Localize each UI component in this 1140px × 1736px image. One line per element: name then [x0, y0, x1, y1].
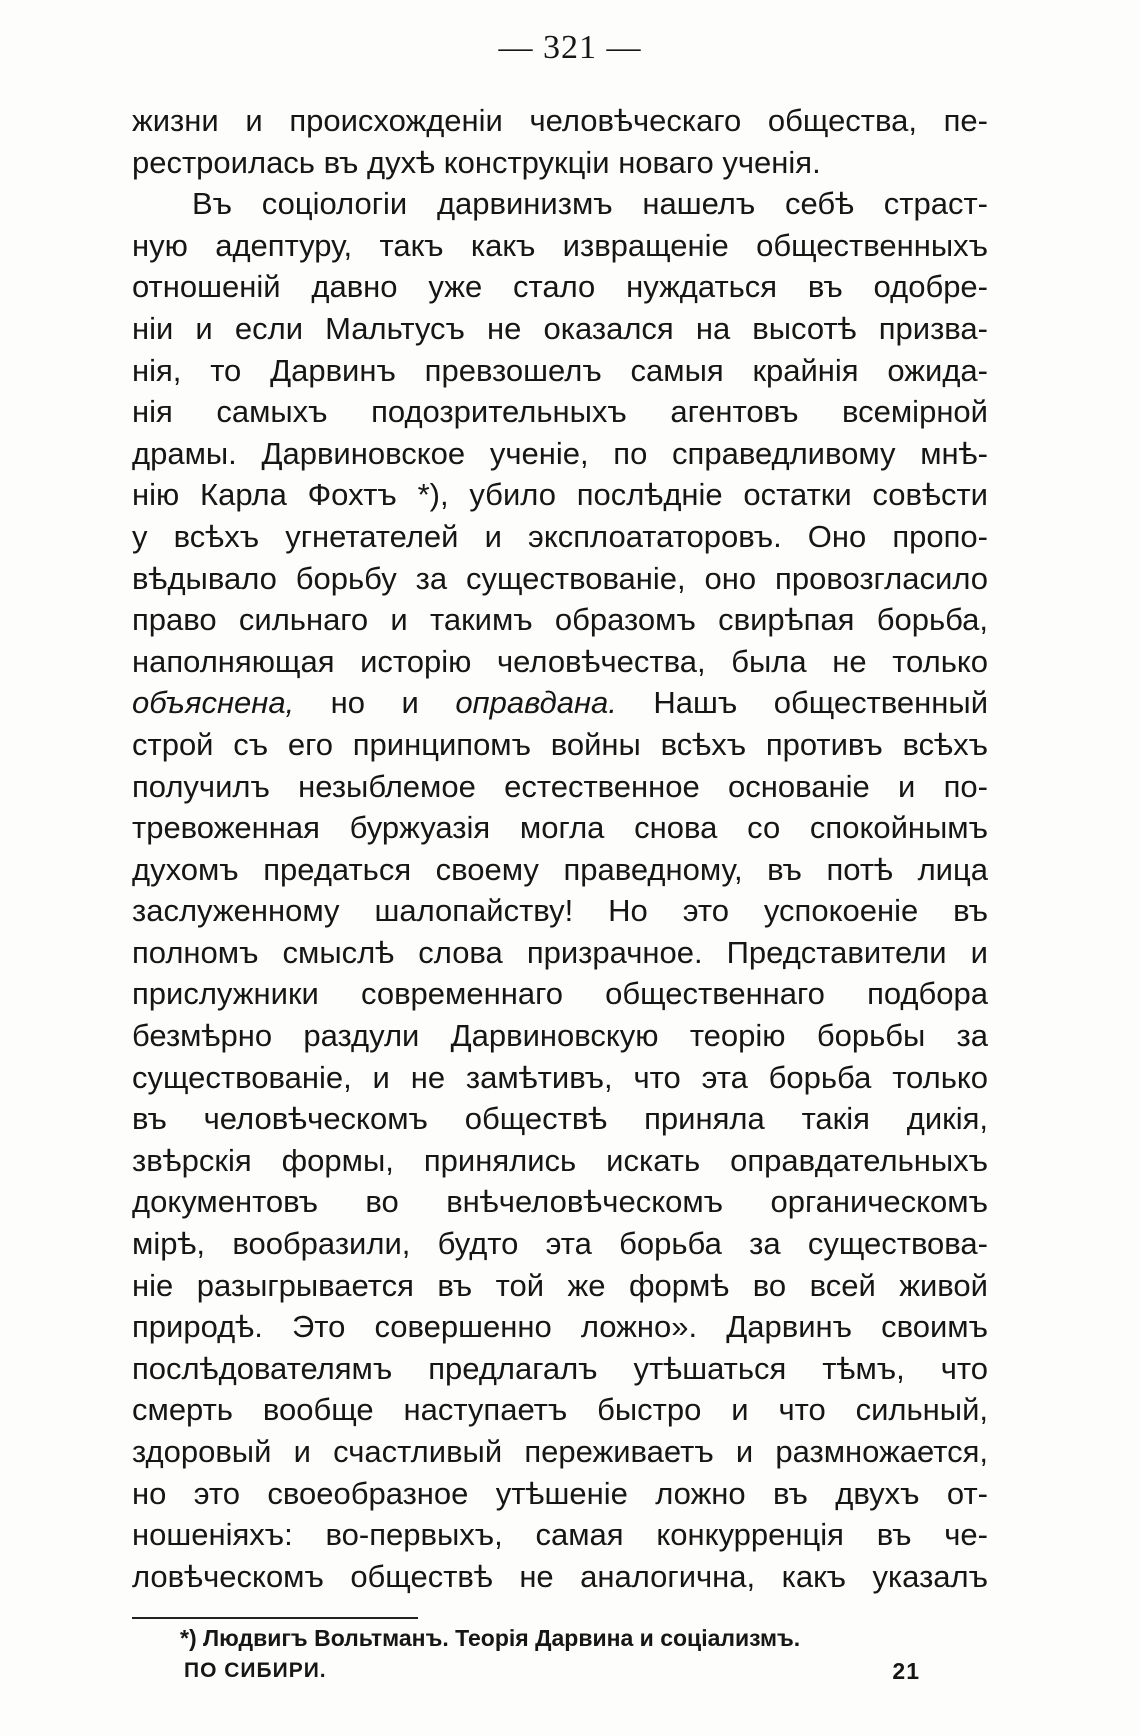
- text-line: въ человѣческомъ обществѣ приняла такія дикія,: [132, 1101, 988, 1137]
- text-line: нія самыхъ подозрительныхъ агентовъ всемірной: [132, 394, 988, 430]
- text-line: но это своеобразное утѣшеніе ложно въ двухъ от-: [132, 1475, 988, 1511]
- text-line: строй съ его принципомъ войны всѣхъ противъ всѣхъ: [132, 726, 988, 762]
- text-line: здоровый и счастливый переживаетъ и размножается,: [132, 1434, 988, 1469]
- text-line-emphasis: [132, 682, 988, 724]
- text-line: прислужники современнаго общественнаго подбора: [132, 976, 988, 1012]
- text-line: ловѣческомъ обществѣ не аналогична, какъ указалъ: [132, 1558, 988, 1594]
- text-line: документовъ во внѣчеловѣческомъ органическомъ: [132, 1184, 988, 1220]
- text-line: драмы. Дарвиновское ученіе, по справедливому мнѣ-: [132, 435, 988, 471]
- text-line: звѣрскія формы, принялись искать оправдательныхъ: [132, 1142, 988, 1178]
- text-line: тревоженная буржуазія могла снова со спокойнымъ: [132, 810, 988, 846]
- printer-signature: [184, 1655, 920, 1687]
- text-line: заслуженному шалопайству! Но это успокоеніе въ: [132, 893, 988, 929]
- text-line: природѣ. Это совершенно ложно». Дарвинъ своимъ: [132, 1309, 988, 1345]
- text-line: нія, то Дарвинъ превзошелъ самыя крайнія ожида-: [132, 352, 988, 388]
- text-line: мірѣ, вообразили, будто эта борьба за существова-: [132, 1226, 988, 1262]
- text-line: ную адептуру, такъ какъ извращеніе общественныхъ: [132, 227, 988, 263]
- line-mid: но и: [294, 685, 456, 721]
- signature-title: ПО СИБИРИ.: [184, 1659, 327, 1682]
- emphasis-explained: объяснена,: [132, 685, 295, 721]
- text-line: ношеніяхъ: во-первыхъ, самая конкурренція въ че-: [132, 1517, 988, 1553]
- text-line: смерть вообще наступаетъ быстро и что сильный,: [132, 1392, 988, 1428]
- text-line: ніе разыгрывается въ той же формѣ во всей живой: [132, 1267, 988, 1303]
- footnote-divider: [132, 1617, 418, 1619]
- page-number: — 321 —: [498, 29, 642, 66]
- signature-number: 21: [892, 1658, 920, 1684]
- line-post: Нашъ общественный: [616, 685, 989, 721]
- text-line: нію Карла Фохтъ *), убило послѣдніе остатки совѣсти: [132, 477, 988, 513]
- text-line: Въ соціологіи дарвинизмъ нашелъ себѣ страст-: [192, 186, 988, 222]
- footnote: *) Людвигъ Вольтманъ. Теорія Дарвина и соціализмъ.: [180, 1625, 801, 1651]
- text-line: отношеній давно уже стало нуждаться въ одобре-: [132, 269, 988, 305]
- text-line: полномъ смыслѣ слова призрачное. Представители и: [132, 934, 988, 970]
- text-line: право сильнаго и такимъ образомъ свирѣпая борьба,: [132, 602, 988, 638]
- text-line: получилъ незыблемое естественное основаніе и по-: [132, 768, 988, 804]
- text-line: рестроилась въ духѣ конструкціи новаго ученія.: [132, 144, 821, 180]
- text-line: ніи и если Мальтусъ не оказался на высотѣ призва-: [132, 310, 988, 346]
- emphasis-justified: оправдана.: [455, 685, 617, 721]
- text-line: существованіе, и не замѣтивъ, что эта борьба только: [132, 1059, 988, 1095]
- text-line: духомъ предаться своему праведному, въ потѣ лица: [132, 851, 988, 887]
- body-text: [132, 100, 988, 1597]
- text-line: безмѣрно раздули Дарвиновскую теорію борьбы за: [132, 1018, 988, 1054]
- text-line: послѣдователямъ предлагалъ утѣшаться тѣмъ, что: [132, 1350, 988, 1386]
- text-line: наполняющая исторію человѣчества, была не только: [132, 643, 988, 679]
- text-line: жизни и происхожденіи человѣческаго общества, пе-: [132, 103, 988, 138]
- text-line: у всѣхъ угнетателей и эксплоататоровъ. Оно пропо-: [132, 518, 988, 554]
- text-line: вѣдывало борьбу за существованіе, оно провозгласило: [132, 560, 988, 596]
